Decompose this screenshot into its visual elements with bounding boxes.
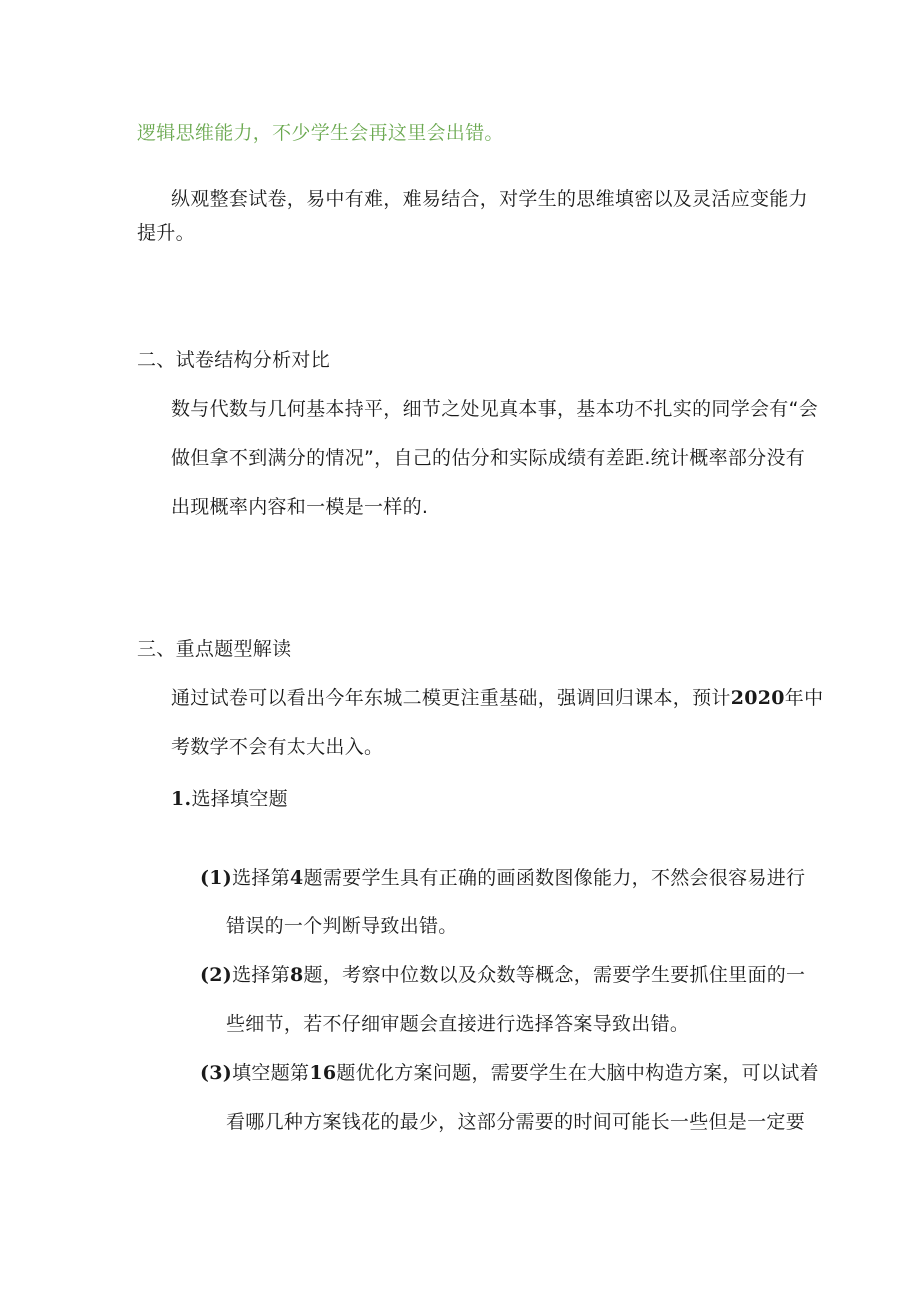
item-3-number: (3) [200,1062,233,1084]
item-1-line-2: 错误的一个判断导致出错。 [226,915,458,937]
year-number: 2020 [730,687,785,709]
item-2-text-b: 题，考察中位数以及众数等概念，需要学生要抓住里面的一 [303,964,806,986]
item-1-line-1 [200,865,805,891]
item-2-question: 8 [290,964,304,986]
item-3-text-a: 填空题第 [232,1062,310,1084]
item-3-text-b: 题优化方案问题，需要学生在大脑中构造方案，可以试着 [336,1062,819,1084]
item-3-line-1 [200,1060,819,1086]
subsection-1-number: 1. [171,788,192,810]
item-1-number: (1) [200,867,233,889]
item-1-text-b: 题需要学生具有正确的画函数图像能力，不然会很容易进行 [303,867,806,889]
item-2-line-1 [200,962,805,988]
item-2-text-a: 选择第 [232,964,291,986]
section3-para-line-2: 考数学不会有太大出入。 [171,736,384,758]
section3-para-text-b: 年中 [784,687,824,709]
subsection-1-title [171,786,288,812]
item-2-line-2: 些细节，若不仔细审题会直接进行选择答案导致出错。 [226,1013,690,1035]
subsection-1-label: 选择填空题 [191,788,288,810]
item-2-number: (2) [200,964,233,986]
item-1-question: 4 [290,867,304,889]
section2-para-line-1: 数与代数与几何基本持平，细节之处见真本事，基本功不扎实的同学会有“会 [171,398,819,420]
section3-para-line-1 [171,685,823,711]
section3-heading: 三、重点题型解读 [137,638,292,660]
section2-para-line-2: 做但拿不到满分的情况”，自己的估分和实际成绩有差距.统计概率部分没有 [171,447,806,469]
section2-heading: 二、试卷结构分析对比 [137,349,331,371]
summary-line-1: 纵观整套试卷，易中有难，难易结合，对学生的思维填密以及灵活应变能力 [171,188,808,210]
section3-para-text-a: 通过试卷可以看出今年东城二模更注重基础，强调回归课本，预计 [171,687,731,709]
item-3-line-2: 看哪几种方案钱花的最少，这部分需要的时间可能长一些但是一定要 [226,1111,806,1133]
section2-para-line-3: 出现概率内容和一模是一样的. [171,496,429,518]
intro-green-line: 逻辑思维能力，不少学生会再这里会出错。 [137,122,504,144]
item-1-text-a: 选择第 [232,867,291,889]
summary-line-2: 提升。 [137,222,195,244]
item-3-question: 16 [309,1062,337,1084]
